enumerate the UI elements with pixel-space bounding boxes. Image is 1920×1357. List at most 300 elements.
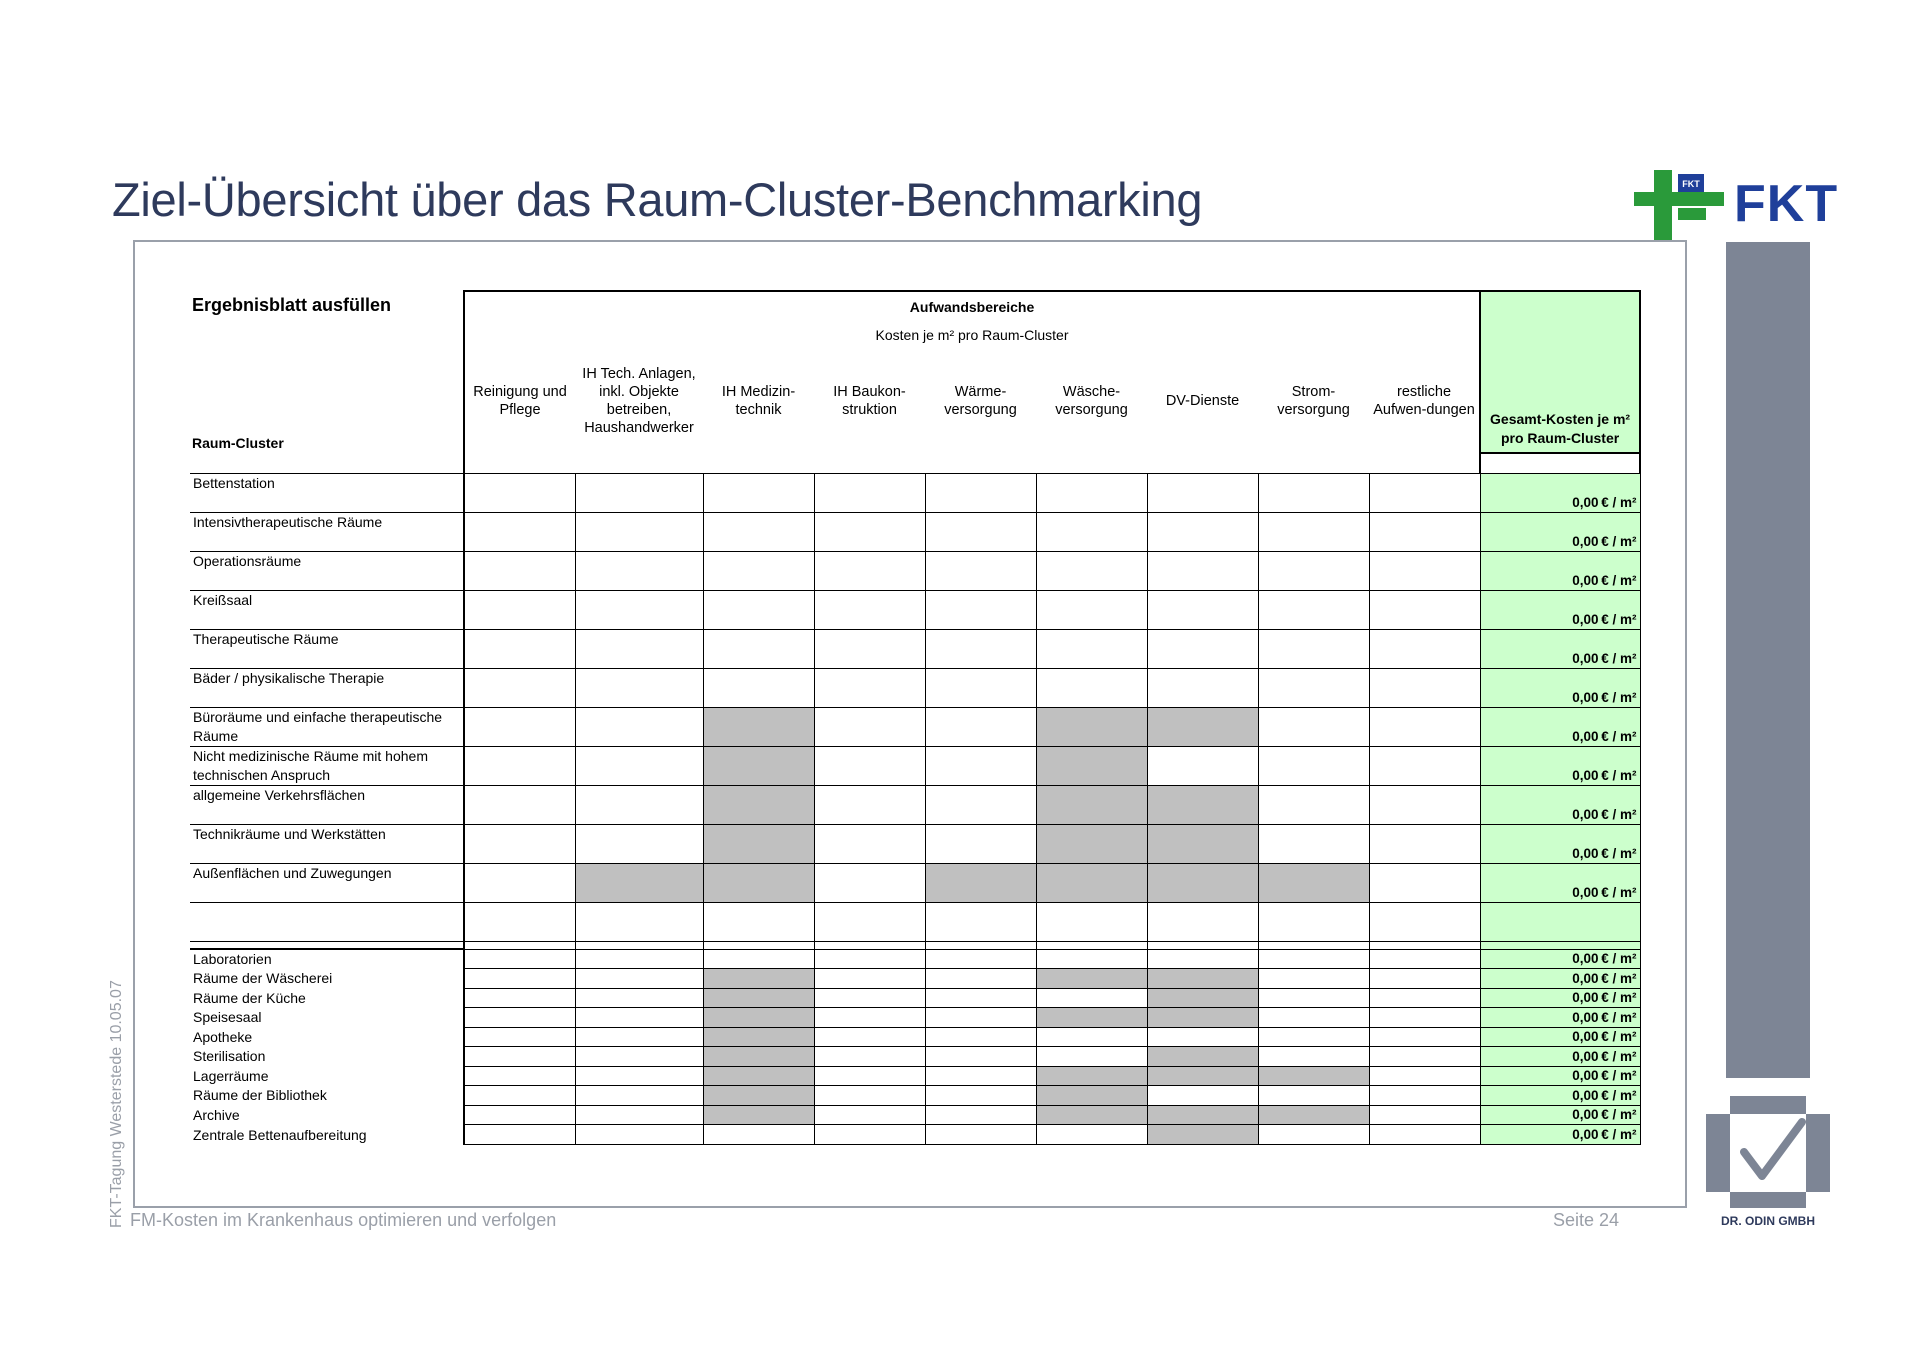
input-cell[interactable] — [814, 590, 925, 629]
input-cell[interactable] — [814, 746, 925, 785]
separator-row — [190, 941, 1640, 949]
total-amount: 0,00 — [1572, 1126, 1599, 1142]
total-unit: € / m² — [1601, 1048, 1637, 1064]
input-cell[interactable] — [1036, 668, 1147, 707]
raum-cluster-name: Bäder / physikalische Therapie — [190, 668, 464, 707]
input-cell[interactable] — [925, 1105, 1036, 1125]
input-cell[interactable] — [1147, 551, 1258, 590]
input-cell[interactable] — [1258, 902, 1369, 941]
column-header: restliche Aufwen-dungen — [1373, 383, 1475, 418]
table-row — [190, 1125, 1640, 1145]
total-unit: € / m² — [1601, 1087, 1637, 1103]
input-cell[interactable] — [1036, 988, 1147, 1008]
input-cell[interactable] — [925, 473, 1036, 512]
total-unit: € / m² — [1601, 1126, 1637, 1142]
input-cell[interactable] — [575, 1125, 703, 1145]
raum-cluster-name: Sterilisation — [190, 1047, 464, 1067]
input-cell[interactable] — [575, 473, 703, 512]
input-cell[interactable] — [1258, 629, 1369, 668]
total-unit: € / m² — [1601, 1107, 1637, 1123]
total-amount: 0,00 — [1572, 728, 1599, 744]
total-value — [1480, 707, 1640, 746]
input-cell[interactable] — [575, 512, 703, 551]
disabled-cell — [703, 1105, 814, 1125]
disabled-cell — [703, 785, 814, 824]
input-cell[interactable] — [1369, 902, 1480, 941]
input-cell[interactable] — [575, 1086, 703, 1106]
disabled-cell — [1147, 1008, 1258, 1028]
result-sheet — [190, 290, 1641, 1145]
total-amount: 0,00 — [1572, 951, 1599, 967]
column-header: Wäsche-versorgung — [1055, 383, 1128, 418]
input-cell[interactable] — [464, 746, 575, 785]
input-cell[interactable] — [1258, 1047, 1369, 1067]
total-unit: € / m² — [1601, 951, 1637, 967]
raum-cluster-name: Apotheke — [190, 1027, 464, 1047]
total-unit: € / m² — [1601, 767, 1637, 783]
input-cell[interactable] — [1258, 988, 1369, 1008]
input-cell[interactable] — [1036, 1125, 1147, 1145]
input-cell[interactable] — [925, 969, 1036, 989]
input-cell[interactable] — [1369, 863, 1480, 902]
input-cell[interactable] — [464, 629, 575, 668]
fkt-logo-text: FKT — [1734, 175, 1839, 233]
input-cell[interactable] — [1147, 629, 1258, 668]
raum-cluster-name: Archive — [190, 1105, 464, 1125]
input-cell[interactable] — [575, 969, 703, 989]
table-row — [190, 785, 1640, 824]
input-cell[interactable] — [703, 629, 814, 668]
input-cell[interactable] — [1369, 1027, 1480, 1047]
disabled-cell — [703, 1086, 814, 1106]
input-cell[interactable] — [464, 473, 575, 512]
input-cell[interactable] — [925, 629, 1036, 668]
input-cell[interactable] — [1369, 949, 1480, 969]
raum-cluster-name: Intensivtherapeutische Räume — [190, 512, 464, 551]
total-value — [1480, 949, 1640, 969]
input-cell[interactable] — [575, 551, 703, 590]
input-cell[interactable] — [575, 988, 703, 1008]
total-unit: € / m² — [1601, 970, 1637, 986]
input-cell[interactable] — [464, 785, 575, 824]
input-cell[interactable] — [814, 988, 925, 1008]
input-cell[interactable] — [1369, 473, 1480, 512]
disabled-cell — [1036, 824, 1147, 863]
input-cell[interactable] — [1258, 746, 1369, 785]
total-amount: 0,00 — [1572, 767, 1599, 783]
total-unit: € / m² — [1601, 1068, 1637, 1084]
input-cell[interactable] — [1147, 902, 1258, 941]
total-unit: € / m² — [1601, 689, 1637, 705]
total-value — [1480, 512, 1640, 551]
input-cell[interactable] — [925, 707, 1036, 746]
input-cell[interactable] — [925, 785, 1036, 824]
input-cell[interactable] — [1258, 969, 1369, 989]
input-cell[interactable] — [1258, 1027, 1369, 1047]
input-cell[interactable] — [925, 1066, 1036, 1086]
input-cell[interactable] — [1258, 1125, 1369, 1145]
input-cell[interactable] — [1258, 512, 1369, 551]
input-cell[interactable] — [575, 1105, 703, 1125]
input-cell[interactable] — [464, 863, 575, 902]
total-header: Gesamt-Kosten je m² pro Raum-Cluster — [1480, 291, 1640, 453]
input-cell[interactable] — [464, 1105, 575, 1125]
input-cell[interactable] — [1036, 512, 1147, 551]
input-cell[interactable] — [575, 1008, 703, 1028]
input-cell[interactable] — [464, 668, 575, 707]
total-value — [1480, 1066, 1640, 1086]
raum-cluster-name: Kreißsaal — [190, 590, 464, 629]
input-cell[interactable] — [1258, 473, 1369, 512]
input-cell[interactable] — [575, 707, 703, 746]
input-cell[interactable] — [925, 988, 1036, 1008]
raum-cluster-name: Büroräume und einfache therapeutische Räume — [190, 707, 464, 746]
input-cell[interactable] — [1258, 707, 1369, 746]
input-cell[interactable] — [925, 551, 1036, 590]
input-cell[interactable] — [925, 902, 1036, 941]
input-cell[interactable] — [1036, 1047, 1147, 1067]
raum-cluster-name: Räume der Wäscherei — [190, 969, 464, 989]
input-cell[interactable] — [814, 473, 925, 512]
raum-cluster-name: Therapeutische Räume — [190, 629, 464, 668]
input-cell[interactable] — [814, 1047, 925, 1067]
input-cell[interactable] — [1258, 824, 1369, 863]
slide-title: Ziel-Übersicht über das Raum-Cluster-Benchmarking — [112, 173, 1203, 226]
input-cell[interactable] — [1369, 1105, 1480, 1125]
input-cell[interactable] — [1036, 590, 1147, 629]
input-cell[interactable] — [814, 1008, 925, 1028]
input-cell[interactable] — [1369, 969, 1480, 989]
input-cell[interactable] — [464, 551, 575, 590]
green-cross-icon — [1634, 170, 1724, 240]
input-cell[interactable] — [814, 629, 925, 668]
input-cell[interactable] — [814, 949, 925, 969]
input-cell[interactable] — [1369, 988, 1480, 1008]
input-cell[interactable] — [703, 551, 814, 590]
page-number: Seite 24 — [1553, 1210, 1620, 1230]
total-unit: € / m² — [1601, 650, 1637, 666]
total-value — [1480, 473, 1640, 512]
total-value — [1480, 1047, 1640, 1067]
disabled-cell — [1036, 1086, 1147, 1106]
aufwand-title: Aufwandsbereiche — [464, 291, 1480, 323]
input-cell[interactable] — [1258, 949, 1369, 969]
input-cell[interactable] — [1258, 590, 1369, 629]
input-cell[interactable] — [1369, 1066, 1480, 1086]
total-amount: 0,00 — [1572, 884, 1599, 900]
input-cell[interactable] — [464, 512, 575, 551]
disabled-cell — [1147, 1125, 1258, 1145]
input-cell[interactable] — [575, 746, 703, 785]
total-unit: € / m² — [1601, 990, 1637, 1006]
total-amount: 0,00 — [1572, 990, 1599, 1006]
input-cell[interactable] — [925, 949, 1036, 969]
input-cell[interactable] — [814, 707, 925, 746]
input-cell[interactable] — [575, 629, 703, 668]
input-cell[interactable] — [703, 1125, 814, 1145]
raum-cluster-name: Lagerräume — [190, 1066, 464, 1086]
input-cell[interactable] — [814, 1105, 925, 1125]
table-row — [190, 512, 1640, 551]
odin-label: DR. ODIN GMBH — [1721, 1214, 1815, 1228]
input-cell[interactable] — [814, 1086, 925, 1106]
input-cell[interactable] — [925, 1027, 1036, 1047]
input-cell[interactable] — [925, 668, 1036, 707]
total-amount: 0,00 — [1572, 1029, 1599, 1045]
total-unit: € / m² — [1601, 806, 1637, 822]
disabled-cell — [1036, 969, 1147, 989]
total-value — [1480, 1105, 1640, 1125]
input-cell[interactable] — [925, 746, 1036, 785]
input-cell[interactable] — [703, 668, 814, 707]
disabled-cell — [703, 988, 814, 1008]
input-cell[interactable] — [1369, 512, 1480, 551]
table-row — [190, 1105, 1640, 1125]
input-cell[interactable] — [575, 1047, 703, 1067]
input-cell[interactable] — [814, 551, 925, 590]
total-value — [1480, 1086, 1640, 1106]
input-cell[interactable] — [575, 1066, 703, 1086]
input-cell[interactable] — [1036, 473, 1147, 512]
disabled-cell — [1147, 707, 1258, 746]
input-cell[interactable] — [575, 902, 703, 941]
total-value — [1480, 785, 1640, 824]
input-cell[interactable] — [575, 1027, 703, 1047]
input-cell[interactable] — [1036, 949, 1147, 969]
total-value — [1480, 902, 1640, 941]
disabled-cell — [575, 863, 703, 902]
table-row — [190, 590, 1640, 629]
input-cell[interactable] — [925, 1047, 1036, 1067]
column-header: Reinigung und Pflege — [473, 383, 567, 418]
table-row — [190, 863, 1640, 902]
raum-cluster-name: Bettenstation — [190, 473, 464, 512]
side-caption: FKT-Tagung Westerstede 10.05.07 — [108, 980, 125, 1228]
input-cell[interactable] — [814, 1125, 925, 1145]
raum-cluster-label: Raum-Cluster — [192, 435, 284, 451]
input-cell[interactable] — [814, 902, 925, 941]
input-cell[interactable] — [703, 949, 814, 969]
total-value — [1480, 668, 1640, 707]
input-cell[interactable] — [575, 668, 703, 707]
input-cell[interactable] — [925, 1086, 1036, 1106]
column-header: IH Baukon-struktion — [833, 383, 906, 418]
input-cell[interactable] — [1369, 551, 1480, 590]
input-cell[interactable] — [814, 512, 925, 551]
footer-left: FM-Kosten im Krankenhaus optimieren und verfolgen — [130, 1210, 557, 1230]
total-unit: € / m² — [1601, 845, 1637, 861]
input-cell[interactable] — [703, 512, 814, 551]
input-cell[interactable] — [1147, 746, 1258, 785]
input-cell[interactable] — [464, 824, 575, 863]
total-value — [1480, 629, 1640, 668]
input-cell[interactable] — [925, 1125, 1036, 1145]
disabled-cell — [1147, 1047, 1258, 1067]
input-cell[interactable] — [464, 590, 575, 629]
input-cell[interactable] — [464, 1027, 575, 1047]
input-cell[interactable] — [814, 1066, 925, 1086]
table-row — [190, 824, 1640, 863]
total-value — [1480, 863, 1640, 902]
total-amount: 0,00 — [1572, 1068, 1599, 1084]
input-cell[interactable] — [1369, 590, 1480, 629]
total-amount: 0,00 — [1572, 533, 1599, 549]
total-amount: 0,00 — [1572, 806, 1599, 822]
disabled-cell — [703, 1008, 814, 1028]
input-cell[interactable] — [464, 949, 575, 969]
input-cell[interactable] — [464, 969, 575, 989]
raum-cluster-name: Räume der Küche — [190, 988, 464, 1008]
input-cell[interactable] — [1369, 707, 1480, 746]
disabled-cell — [1258, 863, 1369, 902]
disabled-cell — [1036, 785, 1147, 824]
total-value — [1480, 1008, 1640, 1028]
raum-cluster-name: Operationsräume — [190, 551, 464, 590]
input-cell[interactable] — [464, 988, 575, 1008]
disabled-cell — [1036, 1105, 1147, 1125]
input-cell[interactable] — [1147, 949, 1258, 969]
table-row — [190, 1086, 1640, 1106]
table-row — [190, 473, 1640, 512]
table-row — [190, 668, 1640, 707]
table-row — [190, 949, 1640, 969]
disabled-cell — [1036, 1008, 1147, 1028]
input-cell[interactable] — [1258, 1008, 1369, 1028]
total-amount: 0,00 — [1572, 572, 1599, 588]
input-cell[interactable] — [1258, 551, 1369, 590]
disabled-cell — [703, 969, 814, 989]
total-unit: € / m² — [1601, 494, 1637, 510]
input-cell[interactable] — [814, 785, 925, 824]
disabled-cell — [1036, 707, 1147, 746]
input-cell[interactable] — [814, 969, 925, 989]
total-value — [1480, 824, 1640, 863]
disabled-cell — [1036, 746, 1147, 785]
input-cell[interactable] — [1036, 551, 1147, 590]
total-amount: 0,00 — [1572, 1107, 1599, 1123]
input-cell[interactable] — [1258, 785, 1369, 824]
input-cell[interactable] — [464, 902, 575, 941]
input-cell[interactable] — [1258, 1086, 1369, 1106]
disabled-cell — [1147, 824, 1258, 863]
input-cell[interactable] — [464, 1066, 575, 1086]
total-unit: € / m² — [1601, 728, 1637, 744]
input-cell[interactable] — [575, 949, 703, 969]
total-amount: 0,00 — [1572, 970, 1599, 986]
disabled-cell — [1147, 969, 1258, 989]
raum-cluster-name: Nicht medizinische Räume mit hohem technischen Anspruch — [190, 746, 464, 785]
benchmark-table — [190, 290, 1641, 1145]
input-cell[interactable] — [1369, 1047, 1480, 1067]
input-cell[interactable] — [1369, 1086, 1480, 1106]
table-row — [190, 707, 1640, 746]
input-cell[interactable] — [1147, 473, 1258, 512]
disabled-cell — [703, 863, 814, 902]
input-cell[interactable] — [1147, 512, 1258, 551]
input-cell[interactable] — [1369, 824, 1480, 863]
total-unit: € / m² — [1601, 611, 1637, 627]
disabled-cell — [1036, 863, 1147, 902]
input-cell[interactable] — [1147, 668, 1258, 707]
input-cell[interactable] — [575, 590, 703, 629]
column-header: IH Medizin-technik — [721, 383, 796, 418]
disabled-cell — [703, 1066, 814, 1086]
input-cell[interactable] — [814, 1027, 925, 1047]
table-row — [190, 1027, 1640, 1047]
input-cell[interactable] — [1147, 590, 1258, 629]
checkmark-icon — [1706, 1096, 1830, 1208]
raum-cluster-name: Speisesaal — [190, 1008, 464, 1028]
disabled-cell — [1147, 1105, 1258, 1125]
input-cell[interactable] — [925, 512, 1036, 551]
input-cell[interactable] — [1258, 668, 1369, 707]
input-cell[interactable] — [1147, 1086, 1258, 1106]
input-cell[interactable] — [814, 863, 925, 902]
input-cell[interactable] — [464, 1047, 575, 1067]
total-value — [1480, 746, 1640, 785]
input-cell[interactable] — [925, 1008, 1036, 1028]
disabled-cell — [703, 824, 814, 863]
input-cell[interactable] — [1036, 1027, 1147, 1047]
total-amount: 0,00 — [1572, 689, 1599, 705]
table-row — [190, 988, 1640, 1008]
input-cell[interactable] — [464, 1086, 575, 1106]
input-cell[interactable] — [575, 785, 703, 824]
disabled-cell — [1258, 1066, 1369, 1086]
table-row — [190, 746, 1640, 785]
input-cell[interactable] — [1369, 746, 1480, 785]
odin-checkmark-logo — [1706, 1096, 1830, 1208]
disabled-cell — [1147, 988, 1258, 1008]
total-amount: 0,00 — [1572, 611, 1599, 627]
input-cell[interactable] — [1369, 629, 1480, 668]
kosten-subtitle: Kosten je m² pro Raum-Cluster — [875, 327, 1069, 344]
input-cell[interactable] — [464, 707, 575, 746]
disabled-cell — [703, 1027, 814, 1047]
sheet-title: Ergebnisblatt ausfüllen — [192, 295, 392, 315]
input-cell[interactable] — [1036, 629, 1147, 668]
input-cell[interactable] — [703, 590, 814, 629]
input-cell[interactable] — [814, 668, 925, 707]
input-cell[interactable] — [575, 824, 703, 863]
logo-badge: FKT — [1682, 179, 1700, 189]
input-cell[interactable] — [1036, 902, 1147, 941]
input-cell[interactable] — [703, 473, 814, 512]
input-cell[interactable] — [814, 824, 925, 863]
total-amount: 0,00 — [1572, 1048, 1599, 1064]
raum-cluster-name: Zentrale Bettenaufbereitung — [190, 1125, 464, 1145]
input-cell[interactable] — [925, 824, 1036, 863]
input-cell[interactable] — [703, 902, 814, 941]
input-cell[interactable] — [1369, 1008, 1480, 1028]
disabled-cell — [703, 746, 814, 785]
input-cell[interactable] — [464, 1125, 575, 1145]
table-row — [190, 969, 1640, 989]
raum-cluster-name: Räume der Bibliothek — [190, 1086, 464, 1106]
input-cell[interactable] — [925, 590, 1036, 629]
disabled-cell — [925, 863, 1036, 902]
input-cell[interactable] — [1369, 785, 1480, 824]
input-cell[interactable] — [464, 1008, 575, 1028]
column-header: Strom-versorgung — [1277, 383, 1350, 418]
blank-row — [190, 902, 1640, 941]
disabled-cell — [1147, 863, 1258, 902]
input-cell[interactable] — [1369, 668, 1480, 707]
input-cell[interactable] — [1369, 1125, 1480, 1145]
total-unit: € / m² — [1601, 533, 1637, 549]
input-cell[interactable] — [1147, 1027, 1258, 1047]
disabled-cell — [1147, 1066, 1258, 1086]
